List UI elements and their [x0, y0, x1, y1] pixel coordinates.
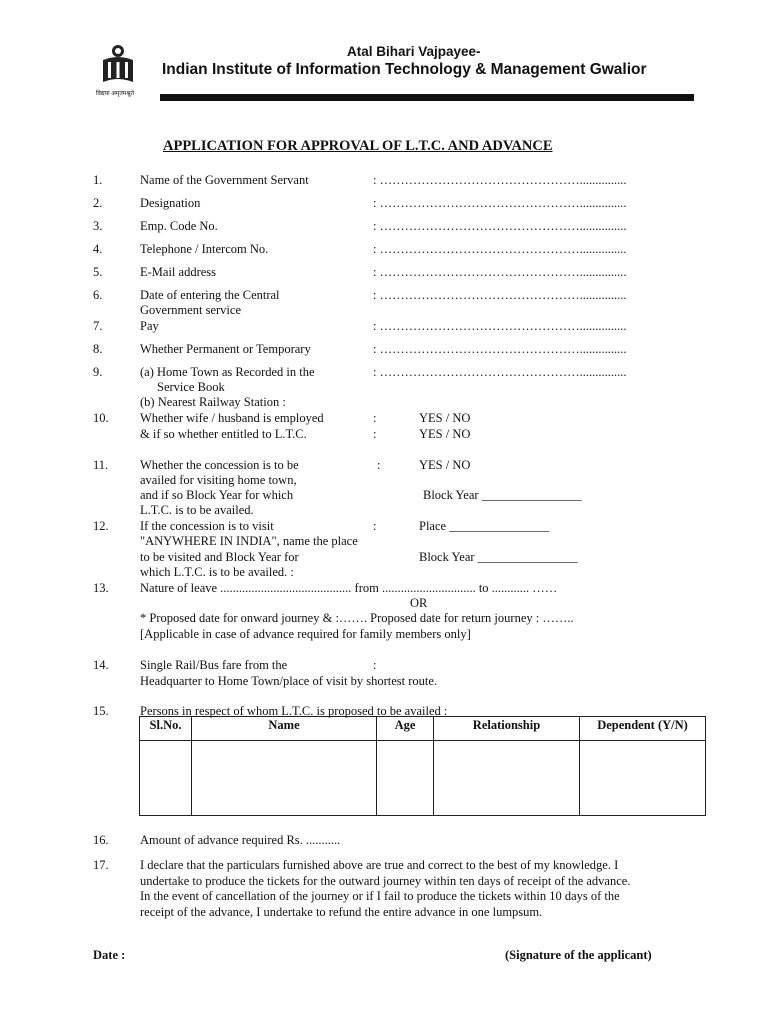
column-header: Name [192, 717, 377, 741]
leave-dates-line[interactable]: Nature of leave .......................................... from .............................. to ............ …… [140, 581, 558, 595]
item-number: 8. [93, 342, 103, 356]
header-line-1: Atal Bihari Vajpayee- [347, 44, 481, 59]
item-label: (b) Nearest Railway Station : [140, 395, 286, 409]
table-cell[interactable] [580, 741, 706, 816]
fill-line[interactable]: : …………………………………………............... [373, 242, 627, 256]
item-number: 16. [93, 833, 109, 847]
item-label: Pay [140, 319, 159, 333]
item-number: 9. [93, 365, 103, 379]
item-label: Designation [140, 196, 201, 210]
applicability-note: [Applicable in case of advance required for family members only] [140, 627, 471, 641]
declaration-text: undertake to produce the tickets for the outward journey within ten days of receipt of the advance. [140, 874, 631, 888]
item-label: Whether the concession is to be [140, 458, 299, 472]
item-number: 12. [93, 519, 109, 533]
colon: : [373, 427, 377, 441]
item-number: 7. [93, 319, 103, 333]
table-cell[interactable] [140, 741, 192, 816]
item-label: Date of entering the Central [140, 288, 280, 302]
fill-line[interactable]: : …………………………………………............... [373, 365, 627, 379]
item-number: 1. [93, 173, 103, 187]
persons-table [139, 716, 706, 816]
advance-amount-field[interactable]: Amount of advance required Rs. ........... [140, 833, 341, 847]
column-header: Age [377, 717, 434, 741]
table-row[interactable] [140, 741, 706, 816]
item-label: to be visited and Block Year for [140, 550, 299, 564]
colon: : [373, 658, 377, 672]
column-header: Relationship [434, 717, 580, 741]
item-number: 15. [93, 704, 109, 718]
signature-label: (Signature of the applicant) [505, 948, 652, 962]
colon: : [373, 519, 377, 533]
item-number: 13. [93, 581, 109, 595]
table-cell[interactable] [192, 741, 377, 816]
declaration-text: I declare that the particulars furnished above are true and correct to the best of my knowledge. I [140, 858, 619, 872]
item-label: which L.T.C. is to be availed. : [140, 565, 294, 579]
form-title: APPLICATION FOR APPROVAL OF L.T.C. AND ADVANCE [163, 138, 553, 154]
item-number: 6. [93, 288, 103, 302]
fill-line[interactable]: : …………………………………………............... [373, 288, 627, 302]
table-cell[interactable] [434, 741, 580, 816]
item-label: Headquarter to Home Town/place of visit by shortest route. [140, 674, 438, 688]
block-year-field[interactable]: Block Year ________________ [419, 550, 578, 564]
item-label: Whether wife / husband is employed [140, 411, 324, 425]
header-rule [160, 94, 694, 101]
yes-no-choice[interactable]: YES / NO [419, 427, 471, 441]
fill-line[interactable]: : …………………………………………............... [373, 265, 627, 279]
fill-line[interactable]: : …………………………………………............... [373, 173, 627, 187]
date-label: Date : [93, 948, 126, 962]
item-label: L.T.C. is to be availed. [140, 503, 254, 517]
yes-no-choice[interactable]: YES / NO [419, 458, 471, 472]
item-label: Persons in respect of whom L.T.C. is proposed to be availed : [140, 704, 448, 718]
item-number: 3. [93, 219, 103, 233]
fill-line[interactable]: : …………………………………………............... [373, 342, 627, 356]
item-number: 11. [93, 458, 109, 472]
item-number: 4. [93, 242, 103, 256]
item-number: 17. [93, 858, 109, 872]
item-label: availed for visiting home town, [140, 473, 297, 487]
item-label: Single Rail/Bus fare from the [140, 658, 288, 672]
item-label: "ANYWHERE IN INDIA", name the place [140, 534, 358, 548]
item-label: Government service [140, 303, 242, 317]
item-label: (a) Home Town as Recorded in the [140, 365, 315, 379]
colon: : [377, 458, 381, 472]
item-number: 10. [93, 411, 109, 425]
item-number: 2. [93, 196, 103, 210]
item-label: E-Mail address [140, 265, 217, 279]
item-label: Emp. Code No. [140, 219, 218, 233]
item-number: 5. [93, 265, 103, 279]
or-text: OR [410, 596, 428, 610]
journey-dates-line[interactable]: * Proposed date for onward journey & :……. Proposed date for return journey : …….. [140, 611, 574, 625]
item-label: & if so whether entitled to L.T.C. [140, 427, 307, 441]
logo-tagline: विद्यया अमृतमश्नुते [96, 91, 135, 97]
fill-line[interactable]: : …………………………………………............... [373, 196, 627, 210]
column-header: Sl.No. [140, 717, 192, 741]
item-label: Whether Permanent or Temporary [140, 342, 311, 356]
declaration-text: In the event of cancellation of the journey or if I fail to produce the tickets within 10 days of the [140, 889, 620, 903]
item-label: and if so Block Year for which [140, 488, 294, 502]
table-header-row [140, 717, 706, 741]
item-label: Name of the Government Servant [140, 173, 309, 187]
item-number: 14. [93, 658, 109, 672]
yes-no-choice[interactable]: YES / NO [419, 411, 471, 425]
header-institute-name: Indian Institute of Information Technology & Management Gwalior [162, 61, 647, 78]
fill-line[interactable]: : …………………………………………............... [373, 219, 627, 233]
item-label: Telephone / Intercom No. [140, 242, 269, 256]
place-field[interactable]: Place ________________ [419, 519, 550, 533]
item-label: Service Book [157, 380, 225, 394]
declaration-text: receipt of the advance, I undertake to refund the entire advance in one lumpsum. [140, 905, 543, 919]
item-label: If the concession is to visit [140, 519, 274, 533]
column-header: Dependent (Y/N) [580, 717, 706, 741]
table-cell[interactable] [377, 741, 434, 816]
fill-line[interactable]: : …………………………………………............... [373, 319, 627, 333]
block-year-field[interactable]: Block Year ________________ [423, 488, 582, 502]
colon: : [373, 411, 377, 425]
